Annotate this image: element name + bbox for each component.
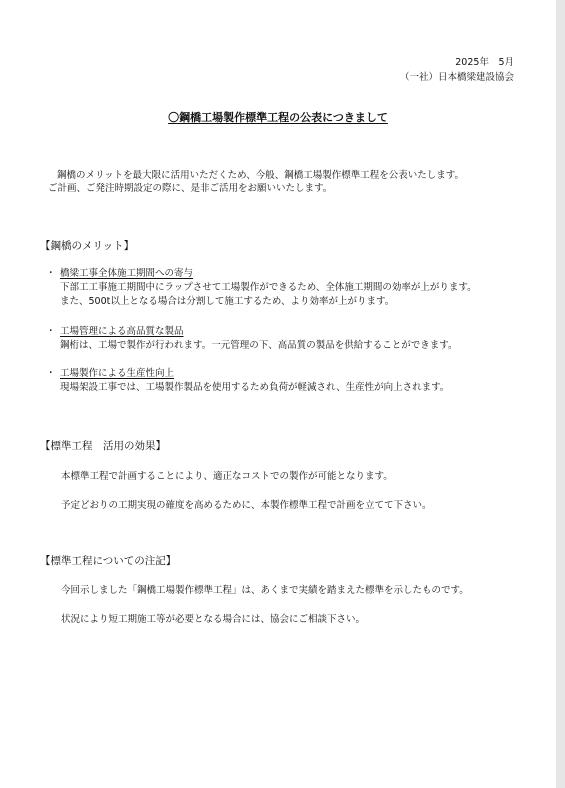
intro-line-2: ご計画、ご発注時期設定の際に、是非ご活用をお願いいたします。 xyxy=(48,183,333,194)
notes-paragraph-2: 状況により短工期施工等が必要となる場合には、協会にご相談下さい。 xyxy=(61,614,366,625)
bullet-dot: ・ xyxy=(46,368,56,379)
merit-body-line: 現場架設工事では、工場製作製品を使用するため負荷が軽減され、生産性が向上されます。 xyxy=(60,382,450,393)
merit-title: 工場製作による生産性向上 xyxy=(60,368,175,379)
merit-title: 橋梁工事全体施工期間への寄与 xyxy=(60,268,194,279)
header-organization: （一社）日本橋梁建設協会 xyxy=(399,72,514,83)
effects-heading: 【標準工程 活用の効果】 xyxy=(40,440,166,452)
merit-item-2 xyxy=(46,325,457,353)
scrollbar-track[interactable] xyxy=(556,0,565,788)
merit-title: 工場管理による高品質な製品 xyxy=(60,326,184,337)
document-title: 〇鋼橋工場製作標準工程の公表につきまして xyxy=(168,111,388,124)
merit-body-line: 鋼桁は、工場で製作が行われます。一元管理の下、高品質の製品を供給することができます。 xyxy=(60,340,458,351)
intro-paragraph xyxy=(48,169,464,195)
merits-heading: 【鋼橋のメリット】 xyxy=(40,240,135,252)
merit-item-3 xyxy=(46,367,449,395)
merit-body-line: 下部工工事施工期間中にラップさせて工場製作ができるため、全体施工期間の効率が上がります。 xyxy=(60,282,477,293)
merit-body-line: また、500t以上となる場合は分割して施工するため、より効率が上がります。 xyxy=(60,296,395,307)
notes-heading: 【標準工程についての注記】 xyxy=(40,555,177,567)
header-date: 2025年 5月 xyxy=(455,57,514,68)
effects-paragraph-1: 本標準工程で計画することにより、適正なコストでの製作が可能となります。 xyxy=(61,471,393,482)
intro-line-1: 鋼橋のメリットを最大限に活用いただくため、今般、鋼橋工場製作標準工程を公表いたします。 xyxy=(57,170,464,181)
notes-paragraph-1: 今回示しました「鋼橋工場製作標準工程」は、あくまで実績を踏まえた標準を示したものです。 xyxy=(61,585,469,596)
bullet-dot: ・ xyxy=(46,268,56,279)
bullet-dot: ・ xyxy=(46,326,56,337)
merit-item-1 xyxy=(46,267,477,309)
effects-paragraph-2: 予定どおりの工期実現の確度を高めるために、本製作標準工程で計画を立てて下さい。 xyxy=(61,500,432,511)
